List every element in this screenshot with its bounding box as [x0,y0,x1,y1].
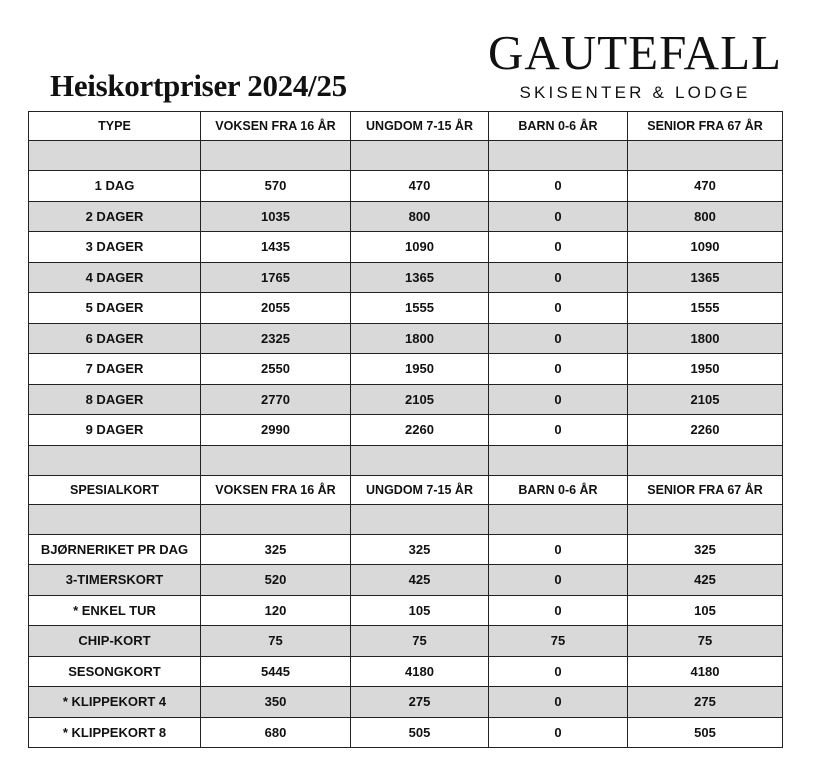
price-cell: 120 [201,595,351,626]
empty-cell [489,141,628,171]
row-type-cell: * KLIPPEKORT 8 [29,717,201,748]
price-cell: 1365 [351,262,489,293]
price-cell: 0 [489,384,628,415]
price-cell: 0 [489,415,628,446]
price-cell: 1555 [628,293,783,324]
price-cell: 75 [489,626,628,657]
table-row [29,354,783,385]
price-cell: 2260 [628,415,783,446]
price-cell: 0 [489,232,628,263]
price-cell: 0 [489,717,628,748]
logo-subtitle: SKISENTER & LODGE [519,83,751,102]
empty-cell [29,141,201,171]
price-cell: 0 [489,656,628,687]
price-cell: 2325 [201,323,351,354]
empty-cell [351,445,489,475]
price-cell: 75 [628,626,783,657]
empty-cell [201,141,351,171]
empty-cell [201,504,351,534]
price-cell: 1555 [351,293,489,324]
spacer-row [29,504,783,534]
price-cell: 4180 [351,656,489,687]
row-type-cell: SPESIALKORT [29,475,201,504]
spacer-row [29,445,783,475]
price-cell: 2550 [201,354,351,385]
price-cell: 105 [351,595,489,626]
row-type-cell: CHIP-KORT [29,626,201,657]
price-cell: 1035 [201,201,351,232]
price-cell: 2055 [201,293,351,324]
price-table [28,111,783,748]
price-cell: 2260 [351,415,489,446]
price-cell: 0 [489,354,628,385]
price-cell: 0 [489,595,628,626]
row-type-cell: 1 DAG [29,171,201,202]
empty-cell [489,504,628,534]
logo-wordmark: GAUTEFALL [488,25,782,80]
empty-cell [628,504,783,534]
price-cell: 0 [489,262,628,293]
price-cell: 425 [351,565,489,596]
price-cell: 4180 [628,656,783,687]
price-cell: 1950 [628,354,783,385]
table-row [29,717,783,748]
price-cell: VOKSEN FRA 16 ÅR [201,112,351,141]
price-cell: 1365 [628,262,783,293]
price-cell: 275 [351,687,489,718]
price-cell: 5445 [201,656,351,687]
price-cell: 1435 [201,232,351,263]
price-cell: 105 [628,595,783,626]
row-type-cell: BJØRNERIKET PR DAG [29,534,201,565]
table-row [29,534,783,565]
price-cell: VOKSEN FRA 16 ÅR [201,475,351,504]
price-cell: 325 [351,534,489,565]
table-row [29,415,783,446]
row-type-cell: 5 DAGER [29,293,201,324]
empty-cell [628,141,783,171]
row-type-cell: 6 DAGER [29,323,201,354]
price-cell: 800 [628,201,783,232]
empty-cell [201,445,351,475]
price-cell: BARN 0-6 ÅR [489,475,628,504]
price-cell: SENIOR FRA 67 ÅR [628,475,783,504]
table-row [29,595,783,626]
price-cell: 800 [351,201,489,232]
row-type-cell: TYPE [29,112,201,141]
price-cell: 2105 [628,384,783,415]
table-row [29,323,783,354]
price-cell: 275 [628,687,783,718]
price-cell: 470 [351,171,489,202]
price-cell: 75 [351,626,489,657]
price-cell: 680 [201,717,351,748]
price-cell: 1090 [628,232,783,263]
table-row [29,201,783,232]
price-cell: 520 [201,565,351,596]
empty-cell [489,445,628,475]
price-cell: 2990 [201,415,351,446]
price-cell: 0 [489,293,628,324]
price-cell: 570 [201,171,351,202]
row-type-cell: * ENKEL TUR [29,595,201,626]
row-type-cell: 7 DAGER [29,354,201,385]
empty-cell [351,504,489,534]
price-cell: 1950 [351,354,489,385]
header-row [29,112,783,141]
price-cell: SENIOR FRA 67 ÅR [628,112,783,141]
table-row [29,232,783,263]
table-row [29,171,783,202]
price-table-body [29,112,783,748]
price-cell: 0 [489,565,628,596]
row-type-cell: * KLIPPEKORT 4 [29,687,201,718]
price-cell: 0 [489,201,628,232]
table-row [29,384,783,415]
row-type-cell: 3-TIMERSKORT [29,565,201,596]
row-type-cell: 9 DAGER [29,415,201,446]
spacer-row [29,141,783,171]
gautefall-logo [486,26,784,106]
price-cell: 325 [628,534,783,565]
price-cell: UNGDOM 7-15 ÅR [351,475,489,504]
row-type-cell: 4 DAGER [29,262,201,293]
price-cell: 1765 [201,262,351,293]
price-cell: 470 [628,171,783,202]
special-header-row [29,475,783,504]
price-cell: 0 [489,323,628,354]
price-cell: 1800 [351,323,489,354]
table-row [29,565,783,596]
price-cell: 425 [628,565,783,596]
price-cell: 505 [351,717,489,748]
price-cell: 2770 [201,384,351,415]
table-row [29,626,783,657]
price-cell: 325 [201,534,351,565]
price-cell: 1090 [351,232,489,263]
page-title: Heiskortpriser 2024/25 [50,68,347,103]
row-type-cell: 2 DAGER [29,201,201,232]
price-cell: BARN 0-6 ÅR [489,112,628,141]
empty-cell [29,504,201,534]
price-cell: 1800 [628,323,783,354]
price-cell: UNGDOM 7-15 ÅR [351,112,489,141]
empty-cell [29,445,201,475]
price-cell: 75 [201,626,351,657]
price-cell: 2105 [351,384,489,415]
row-type-cell: 3 DAGER [29,232,201,263]
empty-cell [351,141,489,171]
table-row [29,656,783,687]
table-row [29,262,783,293]
price-cell: 505 [628,717,783,748]
price-cell: 0 [489,171,628,202]
price-cell: 350 [201,687,351,718]
price-cell: 0 [489,687,628,718]
table-row [29,687,783,718]
row-type-cell: 8 DAGER [29,384,201,415]
price-cell: 0 [489,534,628,565]
empty-cell [628,445,783,475]
table-row [29,293,783,324]
row-type-cell: SESONGKORT [29,656,201,687]
